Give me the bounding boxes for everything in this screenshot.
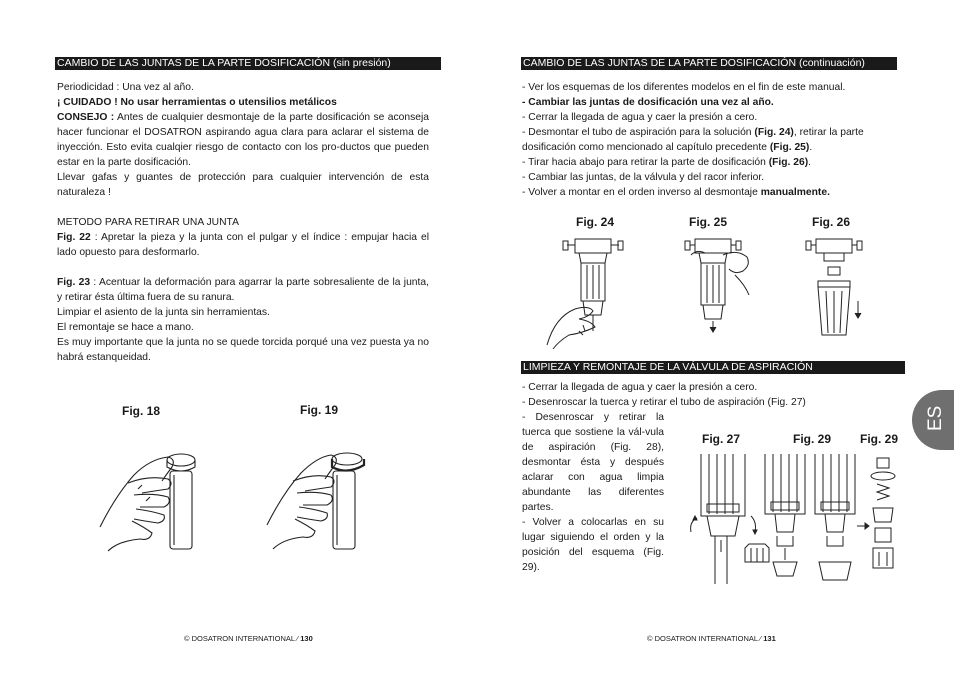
r-line-4 — [522, 125, 897, 155]
r-line-1: - Ver los esquemas de los diferentes modelos en el fin de este manual. — [522, 82, 846, 93]
fig18-label: Fig. 18 — [122, 404, 161, 418]
section-header-limpieza: LIMPIEZA Y REMONTAJE DE LA VÁLVULA DE ASPIRACIÓN — [521, 361, 905, 374]
footer-right-text: © DOSATRON INTERNATIONAL ⁄ — [647, 634, 764, 643]
fig19-illustration — [265, 445, 375, 555]
fig25-illustration — [675, 235, 755, 335]
footer-right — [647, 634, 776, 643]
m-line-4: - Volver a colocarlas en su lugar siguiendo el orden y la posición del esquema (Fig. 29). — [522, 517, 664, 573]
right-text-block-1 — [522, 80, 897, 200]
m-line-3: - Desenroscar y retirar la tuerca que sostiene la vál-vula de aspiración (Fig. 28), desmontar ésta y después aclarar con agua limpia abundante las diferentes partes. — [522, 412, 664, 513]
r-line-7b: manualmente. — [760, 187, 830, 198]
section-header-juntas: CAMBIO DE LAS JUNTAS DE LA PARTE DOSIFICACIÓN (sin presión) — [55, 57, 441, 70]
importante-paragraph: Es muy importante que la junta no se quede torcida porqué una vez puesta ya no habrá estanqueidad. — [57, 337, 429, 363]
fig29b-label: Fig. 29 — [860, 432, 899, 446]
r-line-4e: . — [809, 142, 813, 153]
fig24-ref: (Fig. 24) — [754, 127, 794, 138]
fig26-illustration — [800, 235, 870, 350]
fig25-ref: (Fig. 25) — [769, 142, 810, 153]
r-line-5 — [522, 155, 897, 170]
fig22-ref: Fig. 22 — [57, 232, 91, 243]
r-line-7a: - Volver a montar en el orden inverso al desmontaje — [522, 187, 761, 198]
consejo-paragraph — [57, 110, 429, 170]
page-number-130: 130 — [300, 634, 313, 643]
left-text-block — [57, 80, 429, 365]
right-text-block-3 — [522, 410, 664, 575]
r-line-5a: - Tirar hacia abajo para retirar la parte de dosificación — [522, 157, 769, 168]
fig26-label: Fig. 26 — [812, 215, 851, 229]
r-line-5c: . — [808, 157, 812, 168]
fig27-29-illustration — [685, 452, 905, 588]
periodicidad: Periodicidad : Una vez al año. — [57, 82, 194, 93]
fig22-paragraph — [57, 230, 429, 260]
page-number-131: 131 — [763, 634, 776, 643]
m-line-2: - Desenroscar la tuerca y retirar el tubo de aspiración (Fig. 27) — [522, 397, 806, 408]
r-line-3: - Cerrar la llegada de agua y caer la presión a cero. — [522, 112, 758, 123]
fig23-paragraph — [57, 275, 429, 305]
m-line-1: - Cerrar la llegada de agua y caer la presión a cero. — [522, 382, 758, 393]
fig19-label: Fig. 19 — [300, 403, 339, 417]
fig18-illustration — [98, 445, 208, 555]
fig24-illustration — [545, 235, 635, 350]
consejo-label: CONSEJO : — [57, 112, 115, 123]
consejo-text: Antes de cualquier desmontaje de la parte dosificación se aconseja hacer funcionar el DOSATRON aspirando agua clara para aclarar el sistema de inyección. Esto evita cualqier riesgo de contacto con los pro-ductos que pueden estar en la parte dosificación. — [57, 112, 429, 168]
language-tab-label: ES — [925, 405, 946, 431]
fig23-text: : Acentuar la deformación para agarrar la parte sobresaliente de la junta, y retirar ésta última fuera de su ranura. — [57, 277, 429, 303]
r-line-4c: , retirar la parte dosificación como mencionado al capítulo precedente — [522, 127, 864, 153]
fig29a-label: Fig. 29 — [793, 432, 832, 446]
footer-left — [184, 634, 313, 643]
fig25-label: Fig. 25 — [689, 215, 728, 229]
language-tab — [912, 390, 954, 450]
r-line-6: - Cambiar las juntas, de la válvula y del racor inferior. — [522, 172, 765, 183]
right-text-block-2 — [522, 380, 897, 410]
fig26-ref: (Fig. 26) — [768, 157, 809, 168]
remontaje-line: El remontaje se hace a mano. — [57, 322, 194, 333]
fig23-ref: Fig. 23 — [57, 277, 91, 288]
gafas-paragraph: Llevar gafas y guantes de protección para cualquier intervención de esta naturaleza ! — [57, 172, 429, 198]
fig24-label: Fig. 24 — [576, 215, 615, 229]
metodo-heading: METODO PARA RETIRAR UNA JUNTA — [57, 217, 239, 228]
cuidado-warning: ¡ CUIDADO ! No usar herramientas o utensilios metálicos — [57, 97, 337, 108]
r-line-2: - Cambiar las juntas de dosificación una vez al año. — [522, 97, 774, 108]
footer-left-text: © DOSATRON INTERNATIONAL ⁄ — [184, 634, 301, 643]
limpiar-line: Limpiar el asiento de la junta sin herramientas. — [57, 307, 270, 318]
fig27-label: Fig. 27 — [702, 432, 741, 446]
fig22-text: : Apretar la pieza y la junta con el pulgar y el índice : empujar hacia el lado opuesto para desformarlo. — [57, 232, 429, 258]
r-line-4a: - Desmontar el tubo de aspiración para la solución — [522, 127, 755, 138]
section-header-continuacion: CAMBIO DE LAS JUNTAS DE LA PARTE DOSIFICACIÓN (continuación) — [521, 57, 897, 70]
r-line-7 — [522, 185, 897, 200]
